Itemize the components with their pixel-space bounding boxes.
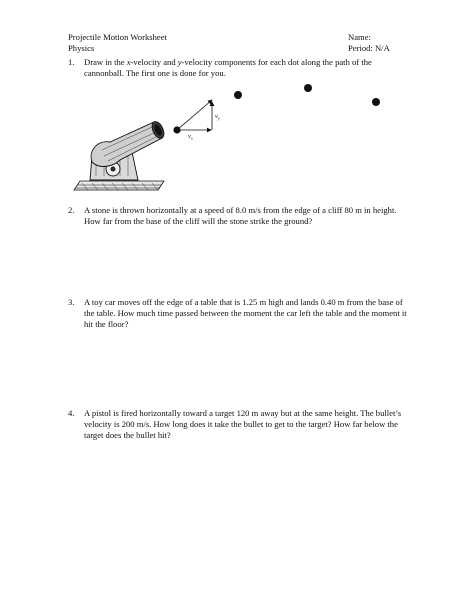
header-right <box>348 32 390 53</box>
projectile-dot-4 <box>372 98 380 106</box>
worksheet-title: Projectile Motion Worksheet <box>68 32 167 42</box>
x-symbol: x <box>126 57 131 67</box>
cannon-base <box>74 181 164 190</box>
question-2 <box>68 205 410 227</box>
question-text: A toy car moves off the edge of a table that is 1.25 m high and lands 0.40 m from the base of the table. How much time passed between the moment the car left the table and the moment it hit the floor? <box>84 297 407 329</box>
subject-label: Physics <box>68 42 95 53</box>
projectile-dot-3 <box>304 84 312 92</box>
y-symbol: y <box>177 57 182 67</box>
cannon-figure <box>68 80 408 200</box>
question-text-part: Draw in the <box>84 57 127 67</box>
question-number: 3. <box>68 297 75 307</box>
vy-label: $v_y$ <box>215 113 220 121</box>
question-number: 2. <box>68 205 75 215</box>
velocity-resultant-arrow <box>177 100 212 130</box>
question-3 <box>68 297 410 330</box>
projectile-dot-1 <box>173 126 180 133</box>
question-text: A stone is thrown horizontally at a speed of 8.0 m/s from the edge of a cliff 80 m in height. How far from the base of the cliff will the stone strike the ground? <box>84 205 397 226</box>
question-number: 1. <box>68 57 75 67</box>
vx-label: $v_x$ <box>188 133 193 141</box>
name-label: Name: <box>348 32 371 42</box>
period-label: Period: N/A <box>348 42 390 53</box>
question-4 <box>68 408 410 441</box>
question-text-part: -velocity and <box>130 57 178 67</box>
question-text-part: -velocity components for each dot along the path of the cannonball. The first one is done for you. <box>84 57 372 78</box>
velocity-example <box>177 100 212 130</box>
projectile-dot-2 <box>234 91 242 99</box>
question-1 <box>68 57 410 79</box>
question-number: 4. <box>68 408 75 418</box>
question-text: A pistol is fired horizontally toward a target 120 m away but at the same height. The bullet’s velocity is 200 m/s. How long does it take the bullet to get to the target? How far below the target does the bullet hit? <box>84 408 402 440</box>
header-left <box>68 32 167 53</box>
question-text <box>84 57 410 79</box>
